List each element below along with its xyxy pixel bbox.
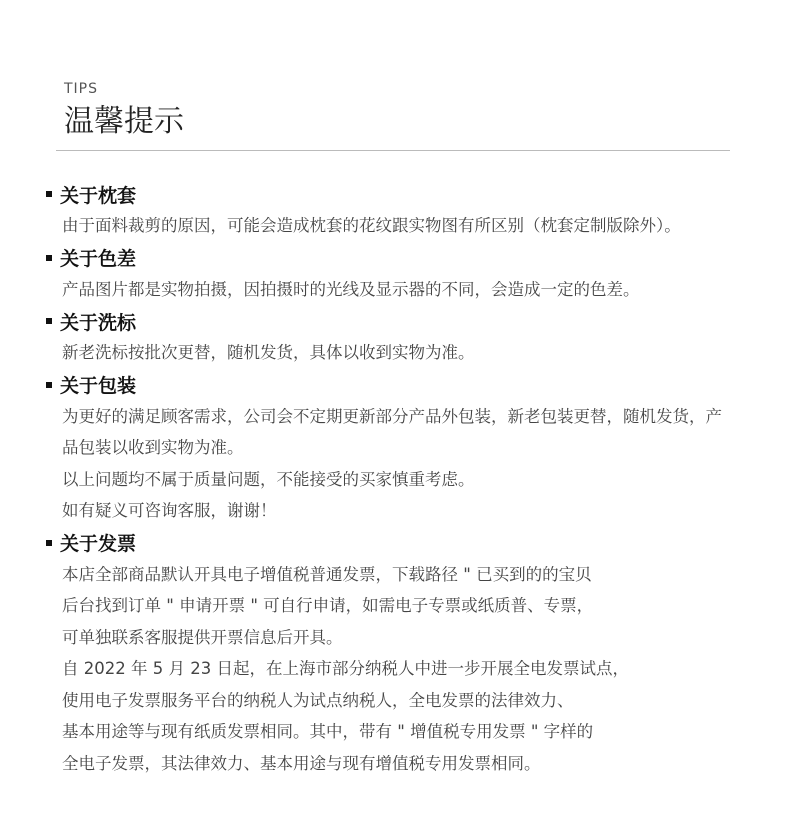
bullet-square-icon — [46, 382, 52, 388]
section-heading-text: 关于色差 — [60, 248, 137, 270]
section-packaging — [46, 369, 736, 527]
section-paragraph: 为更好的满足顾客需求，公司会不定期更新部分产品外包装，新老包装更替，随机发货，产品包装以收到实物为准。 — [62, 406, 722, 457]
tips-content — [46, 178, 736, 779]
section-paragraph: 产品图片都是实物拍摄，因拍摄时的光线及显示器的不同，会造成一定的色差。 — [62, 279, 640, 299]
section-heading-text: 关于枕套 — [60, 184, 137, 207]
section-heading — [46, 369, 736, 401]
section-paragraph: 本店全部商品默认开具电子增值税普通发票，下载路径 " 已买到的的宝贝 — [62, 564, 592, 584]
section-paragraph: 自 2022 年 5 月 23 日起，在上海市部分纳税人中进一步开展全电发票试点， — [62, 659, 629, 678]
section-paragraph: 新老洗标按批次更替，随机发货，具体以收到实物为准。 — [62, 343, 475, 362]
bullet-square-icon — [46, 191, 52, 197]
section-heading — [46, 242, 736, 274]
section-invoice — [46, 527, 736, 780]
section-paragraph: 后台找到订单 " 申请开票 " 可自行申请，如需电子专票或纸质普、专票， — [62, 596, 594, 615]
bullet-square-icon — [46, 318, 52, 324]
section-paragraph: 以上问题均不属于质量问题，不能接受的买家慎重考虑。 — [62, 469, 475, 489]
section-paragraph: 由于面料裁剪的原因，可能会造成枕套的花纹跟实物图有所区别（枕套定制版除外）。 — [62, 216, 681, 235]
section-paragraph: 如有疑义可咨询客服，谢谢！ — [62, 501, 277, 520]
bullet-square-icon — [46, 255, 52, 261]
section-color-difference — [46, 242, 736, 306]
section-heading-text: 关于包装 — [60, 375, 137, 397]
divider — [56, 150, 730, 151]
tips-label: TIPS — [64, 81, 99, 97]
section-paragraph: 基本用途等与现有纸质发票相同。其中，带有 " 增值税专用发票 " 字样的 — [62, 722, 594, 741]
bullet-square-icon — [46, 540, 52, 546]
section-wash-label — [46, 305, 736, 369]
section-heading-text: 关于洗标 — [60, 311, 137, 334]
section-heading-text: 关于发票 — [60, 533, 137, 555]
page-title: 温馨提示 — [64, 104, 184, 139]
section-paragraph: 全电子发票，其法律效力、基本用途与现有增值税专用发票相同。 — [62, 753, 541, 773]
section-paragraph: 使用电子发票服务平台的纳税人为试点纳税人，全电发票的法律效力、 — [62, 690, 574, 710]
section-paragraph: 可单独联系客服提供开票信息后开具。 — [62, 627, 343, 647]
section-heading — [46, 305, 736, 337]
section-heading — [46, 527, 736, 559]
section-heading — [46, 178, 736, 210]
section-pillowcase — [46, 178, 736, 242]
tips-header — [64, 80, 184, 142]
